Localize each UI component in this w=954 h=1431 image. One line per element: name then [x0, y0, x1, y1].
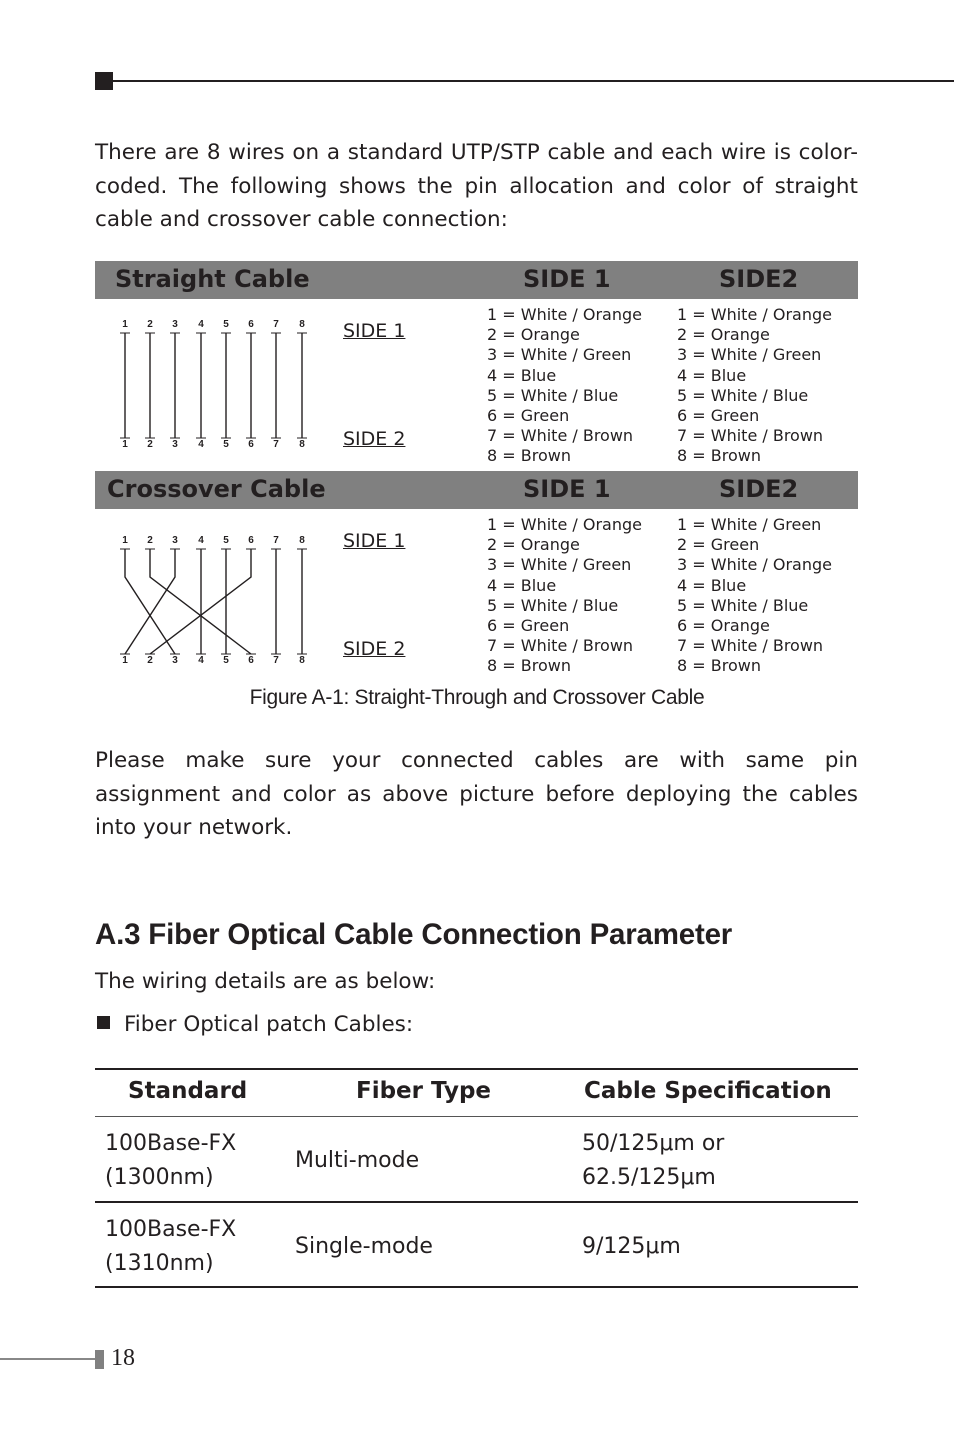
pin-number-bottom: 5 [223, 655, 229, 666]
pin-entry: 1 = White / Green [677, 515, 822, 534]
straight-cable-diagram [112, 313, 318, 461]
pin-entry: 8 = Brown [487, 656, 571, 676]
intro-paragraph: There are 8 wires on a standard UTP/STP cable and each wire is color-coded. The following shows the pin allocation and color of straight cable and crossover cable connection: [95, 140, 858, 232]
cell-fiber-type: Single-mode [295, 1234, 433, 1259]
pin-entry: 4 = Blue [677, 575, 747, 595]
header-standard: Standard [128, 1078, 248, 1104]
pin-entry: 7 = White / Brown [677, 636, 824, 656]
bullet-text: Fiber Optical patch Cables: [124, 1012, 414, 1037]
pin-entry: 7 = White / Brown [487, 636, 634, 656]
header-cable-spec: Cable Specification [584, 1078, 832, 1104]
pin-number-top: 2 [147, 535, 153, 546]
footer-line [0, 1358, 95, 1360]
pin-entry: 3 = White / Green [677, 345, 822, 365]
pin-entry: 8 = Brown [677, 656, 761, 676]
pin-number-bottom: 5 [223, 439, 229, 450]
pin-number-top: 5 [223, 319, 229, 330]
straight-side2-pin-list [677, 305, 832, 467]
straight-cable-title: Straight Cable [115, 265, 310, 293]
pin-entry: 8 = Brown [677, 446, 761, 466]
pin-number-bottom: 6 [248, 439, 254, 450]
pin-entry: 6 = Green [677, 405, 760, 425]
figure-caption: Figure A-1: Straight-Through and Crossover Cable [249, 686, 705, 709]
pin-entry: 8 = Brown [487, 446, 571, 466]
pin-number-bottom: 8 [299, 655, 305, 666]
pin-number-bottom: 3 [172, 655, 178, 666]
pin-number-top: 7 [273, 319, 279, 330]
cell-fiber-type: Multi-mode [295, 1148, 420, 1173]
table-row-rule [95, 1201, 858, 1203]
straight-cable-header [95, 261, 858, 299]
pin-entry: 4 = Blue [487, 575, 557, 595]
pin-entry: 7 = White / Brown [487, 426, 634, 446]
straight-side2-label: SIDE 2 [343, 428, 406, 450]
pin-number-top: 8 [299, 535, 305, 546]
pin-number-bottom: 4 [198, 655, 204, 666]
pin-entry: 6 = Green [487, 405, 570, 425]
pin-entry: 6 = Orange [677, 615, 770, 635]
pin-entry: 2 = Orange [677, 325, 770, 345]
table-top-rule [95, 1068, 858, 1070]
pin-entry: 7 = White / Brown [677, 426, 824, 446]
wiring-intro: The wiring details are as below: [95, 969, 436, 994]
pin-number-top: 3 [172, 535, 178, 546]
cell-spec: 9/125μm [582, 1234, 681, 1259]
pin-number-top: 4 [198, 319, 204, 330]
pin-number-top: 1 [122, 319, 128, 330]
crossover-side2-header: SIDE2 [719, 475, 799, 503]
page-number: 18 [111, 1345, 135, 1371]
header-fiber-type: Fiber Type [356, 1078, 492, 1104]
crossover-cable-diagram [112, 529, 318, 677]
pin-number-bottom: 8 [299, 439, 305, 450]
pin-number-top: 2 [147, 319, 153, 330]
table-header-rule [95, 1116, 858, 1117]
top-rule [95, 72, 954, 90]
pin-number-bottom: 1 [122, 655, 128, 666]
pin-number-top: 6 [248, 535, 254, 546]
pin-entry: 3 = White / Green [487, 555, 632, 575]
crossover-side2-pin-list [677, 515, 832, 677]
crossover-side2-label: SIDE 2 [343, 638, 406, 660]
pin-entry: 5 = White / Blue [677, 595, 809, 615]
pin-number-bottom: 4 [198, 439, 204, 450]
section-heading: A.3 Fiber Optical Cable Connection Parameter [95, 918, 733, 951]
table-bottom-rule [95, 1286, 858, 1288]
footer-marker [95, 1350, 104, 1369]
pin-number-bottom: 7 [273, 439, 279, 450]
note-paragraph: Please make sure your connected cables are with same pin assignment and color as above picture before deploying the cables into your network. [95, 748, 858, 840]
pin-entry: 5 = White / Blue [487, 595, 619, 615]
crossover-side1-pin-list [487, 515, 642, 677]
pin-entry: 2 = Orange [487, 535, 580, 555]
pin-entry: 4 = Blue [487, 365, 557, 385]
pin-number-top: 1 [122, 535, 128, 546]
pin-number-top: 4 [198, 535, 204, 546]
cell-standard-wavelength: (1300nm) [105, 1165, 214, 1190]
cell-standard-wavelength: (1310nm) [105, 1251, 214, 1276]
crossover-side1-label: SIDE 1 [343, 530, 406, 552]
cell-spec-line2: 62.5/125μm [582, 1165, 716, 1190]
pin-number-top: 5 [223, 535, 229, 546]
pin-number-top: 8 [299, 319, 305, 330]
pin-number-top: 7 [273, 535, 279, 546]
straight-side1-header: SIDE 1 [523, 265, 611, 293]
crossover-cable-title: Crossover Cable [107, 475, 326, 503]
crossover-side1-header: SIDE 1 [523, 475, 611, 503]
pin-entry: 2 = Orange [487, 325, 580, 345]
pin-number-bottom: 2 [147, 655, 153, 666]
pin-number-bottom: 3 [172, 439, 178, 450]
cell-standard: 100Base-FX [105, 1131, 237, 1156]
cell-spec: 50/125μm or [582, 1131, 725, 1156]
pin-number-top: 6 [248, 319, 254, 330]
pin-entry: 5 = White / Blue [487, 385, 619, 405]
cell-standard: 100Base-FX [105, 1217, 237, 1242]
pin-entry: 3 = White / Green [487, 345, 632, 365]
pin-number-top: 3 [172, 319, 178, 330]
bullet-square-icon [97, 1016, 110, 1029]
pin-entry: 3 = White / Orange [677, 555, 832, 575]
pin-number-bottom: 7 [273, 655, 279, 666]
straight-side2-header: SIDE2 [719, 265, 799, 293]
pin-entry: 4 = Blue [677, 365, 747, 385]
pin-entry: 1 = White / Orange [487, 515, 642, 534]
pin-number-bottom: 2 [147, 439, 153, 450]
rule-line [113, 80, 954, 82]
pin-number-bottom: 1 [122, 439, 128, 450]
pin-entry: 1 = White / Orange [677, 305, 832, 324]
straight-side1-pin-list [487, 305, 642, 467]
pin-entry: 2 = Green [677, 535, 760, 555]
pin-entry: 5 = White / Blue [677, 385, 809, 405]
pin-entry: 6 = Green [487, 615, 570, 635]
pin-number-bottom: 6 [248, 655, 254, 666]
bullet-item [97, 1012, 413, 1037]
crossover-cable-header [95, 471, 858, 509]
pin-entry: 1 = White / Orange [487, 305, 642, 324]
straight-side1-label: SIDE 1 [343, 320, 406, 342]
rule-square [95, 72, 113, 90]
